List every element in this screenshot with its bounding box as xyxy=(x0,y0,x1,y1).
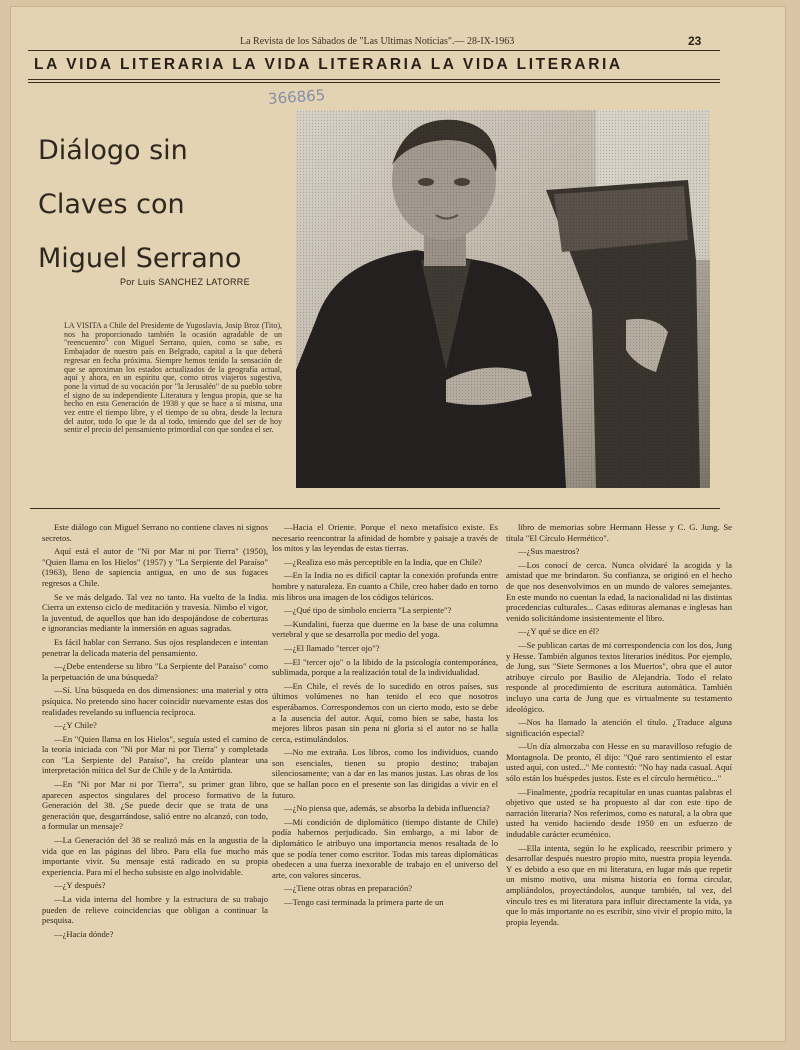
text-column-3 xyxy=(506,522,732,1034)
page-number: 23 xyxy=(688,34,702,48)
paragraph: —¿Y Chile? xyxy=(54,720,97,731)
paragraph: Este diálogo con Miguel Serrano no contiene claves ni signos secretos. xyxy=(42,522,268,543)
paragraph: —Se publican cartas de mi correspondencia con los dos, Jung y Hesse. También algunos textos literarios inéditos. Por ejemplo, de Jung, sus "Siete Sermones a los Muertos", obra que el autor atribuye circulo por Basilio de Alejandría. Todo el relato responde al procedimiento de escritura automática. También incluyo una carta de Jung que es virtualmente su testamento ideológico. xyxy=(506,639,732,714)
title-line: Miguel Serrano xyxy=(38,243,242,274)
paragraph: —No me extraña. Los libros, como los individuos, cuando son esenciales, tienen su propio destino; trabajan silenciosamente; van a dar en las manos justas. Las obras de los que se hallan poco en el presente son las dirigidas a vivir en el futuro. xyxy=(272,747,498,800)
paragraph: Se ve más delgado. Tal vez no tanto. Ha vuelto de la India. Cierra un extenso ciclo de meditación y travesía. Nimbo el vigor, la juventud, de aquellos que han ido despojándose de coberturas e ignorancias mediante la inmersión en aguas sagradas. xyxy=(42,591,268,634)
text-column-2 xyxy=(272,522,498,1034)
paragraph: —Mi condición de diplomático (tiempo distante de Chile) podía habernos perjudicado. Sin embargo, a mi labor de diplomático le atribuyo una importancia menos resaltada de lo que se podía tener como escritor. Todas mis tareas diplomáticas obedecen a una fuerza inexorable de trabajo en el universo del arte, con valores sinceros. xyxy=(272,816,498,880)
paragraph: —¿Y después? xyxy=(54,880,106,891)
paragraph: —En Chile, el revés de lo sucedido en otros países, sus últimos volúmenes no han tenido el eco que nosotros esperábamos. Correspondemos con un cierto modo, esto se debe a la ausencia del autor. Aquí, como bien se sabe, hasta los mejores libros pasan sin pena ni gloria si el autor no se halla cerca, estimulándolos. xyxy=(272,680,498,744)
intro-paragraph: LA VISITA a Chile del Presidente de Yugoslavia, Josip Broz (Tito), nos ha proporcionado también la ocasión agradable de un "reencuentro" con Miguel Serrano, quien, como se sabe, es Embajador de nuestro país en Belgrado, capital a la que deberá regresar en fecha próxima. Siempre hemos tenido la sensación de que se aproximan los estados actualizados de la geografía actual, aquí y ahora, en un espíritu que, como otros viajeros sugestiva, pone la virtud de su vocación por "la Jerusalén" de su pueblo sobre el signo de su independiente Literatura y lengua propia, que se ha hecho en esta Generación de 1938 y que se hace a sí misma, una vez entre el tiempo libre, y el tiempo de su obra, desde la lectura del autor, todo lo que le da al todo, teniendo que del ser de hoy sentir el precio del pensamiento primordial con que sondea el ser. xyxy=(64,322,282,435)
paragraph: —Tengo casi terminada la primera parte de un xyxy=(284,897,444,907)
article-title xyxy=(38,124,288,286)
paragraph: Aquí está el autor de "Ni por Mar ni por Tierra" (1950), "Quien llama en los Hielos" (1957) y "La Serpiente del Paraíso" (1963), lleno de sapiencia antigua, en uno de sus fugaces regresos a Chile. xyxy=(42,546,268,588)
paragraph: —¿Realiza eso más perceptible en la India, que en Chile? xyxy=(284,556,483,567)
paragraph: —¿Debe entenderse su libro "La Serpiente del Paraíso" como la perpetuación de una búsqueda? xyxy=(42,661,268,682)
paragraph: —¿Tiene otras obras en preparación? xyxy=(284,883,413,894)
paragraph: Es fácil hablar con Serrano. Sus ojos resplandecen e intentan penetrar la delicada materia del pensamiento. xyxy=(42,636,268,658)
paragraph: —Un día almorzaba con Hesse en su maravilloso refugio de Montagnola. De pronto, él dijo: "Qué raro sentimiento el estar usted aquí, con usted..." Me contestó: "No hay nada casual. Aquí sólo están los huéspedes justos. Este es el círculo hermético..." xyxy=(506,741,732,784)
paragraph: —Kundalini, fuerza que duerme en la base de una columna vertebral y que se desarrolla por medio del yoga. xyxy=(272,618,498,640)
paragraph: —Ella intenta, según lo he explicado, reescribir primero y desarrollar después nuestro propio mito, nuestra propia leyenda. Y es debido a eso que en mi literatura, en lugar más que repetir un mismo motivo, una misma historia en forma circular, ampliándolos, proyectándolos, aunque también, tal vez, del vínculo tres es mi literatura para influir directamente la vida, ya que lo más importante no es escribir, sino vivir el propio mito, la propia leyenda. xyxy=(506,842,732,927)
paragraph: —En la India no es difícil captar la conexión profunda entre hombre y naturaleza. En cuanto a Chile, creo haber dado en torno mis libros una imagen de los códigos telúricos. xyxy=(272,570,498,602)
paragraph: —Sí. Una búsqueda en dos dimensiones: una material y otra psíquica. No pretendo sino hacer coincidir nuevamente estas dos realidades revelando su influencia recíproca. xyxy=(42,685,268,717)
byline: Por Luis SANCHEZ LATORRE xyxy=(120,277,250,287)
paragraph: —Nos ha llamado la atención el título. ¿Traduce alguna significación especial? xyxy=(506,717,732,738)
paragraph: —Finalmente, ¿podría recapitular en unas cuantas palabras el objetivo que usted se ha propuesto al dar con este tipo de narración literaria? Nos referimos, como es natural, a la obra que usted ha venido haciendo desde 1950 en un esfuerzo de indudable carácter ecuménico. xyxy=(506,786,732,840)
archive-stamp: 366865 xyxy=(267,86,326,108)
paragraph: —¿Qué tipo de símbolo encierra "La serpiente"? xyxy=(284,605,452,616)
portrait-photo-illustration xyxy=(296,110,710,488)
paragraph: —¿No piensa que, además, se absorba la debida influencia? xyxy=(284,803,490,814)
title-line: Claves con xyxy=(38,189,185,220)
paragraph: —La Generación del 38 se realizó más en la angustia de la vida que en las páginas del libro. Para ella fue mucho más importante vivir. Su mensaje está radicado en su propia experiencia. Para mí el hecho subsiste en algo inolvidable. xyxy=(42,835,268,877)
paragraph: —Hacia el Oriente. Porque el nexo metafísico existe. Es necesario reencontrar la afinidad de hombre y paisaje a través de los mitos y las leyendas de estas tierras. xyxy=(272,522,498,554)
paragraph: —¿El llamado "tercer ojo"? xyxy=(284,642,380,653)
section-banner: LA VIDA LITERARIA LA VIDA LITERARIA LA VIDA LITERARIA xyxy=(34,56,623,73)
paragraph: —Los conocí de cerca. Nunca olvidaré la acogida y la amistad que me brindaron. Su confianza, se originó en el hecho de que nos desenvolvimos en un mundo de valores semejantes. En este mundo no cuentan la edad, la nacionalidad ni las distintas procedencias culturales... Casas editoras alemanas e inglesas han venido solicitándome insistentemente el libro. xyxy=(506,559,732,623)
paragraph: —El "tercer ojo" o la libido de la psicología contemporánea, sublimada, porque a la realización total de la individualidad. xyxy=(272,656,498,678)
text-column-1 xyxy=(42,522,268,1034)
portrait-photo xyxy=(296,110,710,488)
banner-rule-double xyxy=(28,82,720,83)
banner-rule xyxy=(28,79,720,80)
paragraph: libro de memorias sobre Hermann Hesse y C. G. Jung. Se titula "El Círculo Hermético". xyxy=(506,522,732,543)
running-header: La Revista de los Sábados de "Las Ultimas Noticias".— 28-IX-1963 xyxy=(240,36,515,47)
paragraph: —¿Y qué se dice en él? xyxy=(518,626,600,637)
paragraph: —La vida interna del hombre y la estructura de su trabajo pueden de relieve coincidencias que obligan a continuar la pesquisa. xyxy=(42,894,268,926)
paragraph: —¿Sus maestros? xyxy=(518,546,580,557)
body-rule xyxy=(30,508,720,509)
title-line: Diálogo sin xyxy=(38,135,188,166)
paragraph: —En "Ni por Mar ni por Tierra", su primer gran libro, aparecen aspectos singulares del proceso formativo de la Generación del 38. ¿Se puede decir que se trata de una generación que, desgarrándose, salió entre no alcanzó, con todo, a formular un mensaje? xyxy=(42,779,268,832)
top-rule xyxy=(28,50,720,51)
paragraph: —En "Quien llama en los Hielos", seguía usted el camino de la teoría iniciada con "Ni por Mar ni por Tierra" y completada con "La Serpiente del Paraíso", ha creído plantear una interpretación mítica del Sur de Chile y de la Antártida. xyxy=(42,733,268,776)
paragraph: —¿Hacia dónde? xyxy=(54,928,114,939)
newspaper-page xyxy=(10,6,786,1042)
